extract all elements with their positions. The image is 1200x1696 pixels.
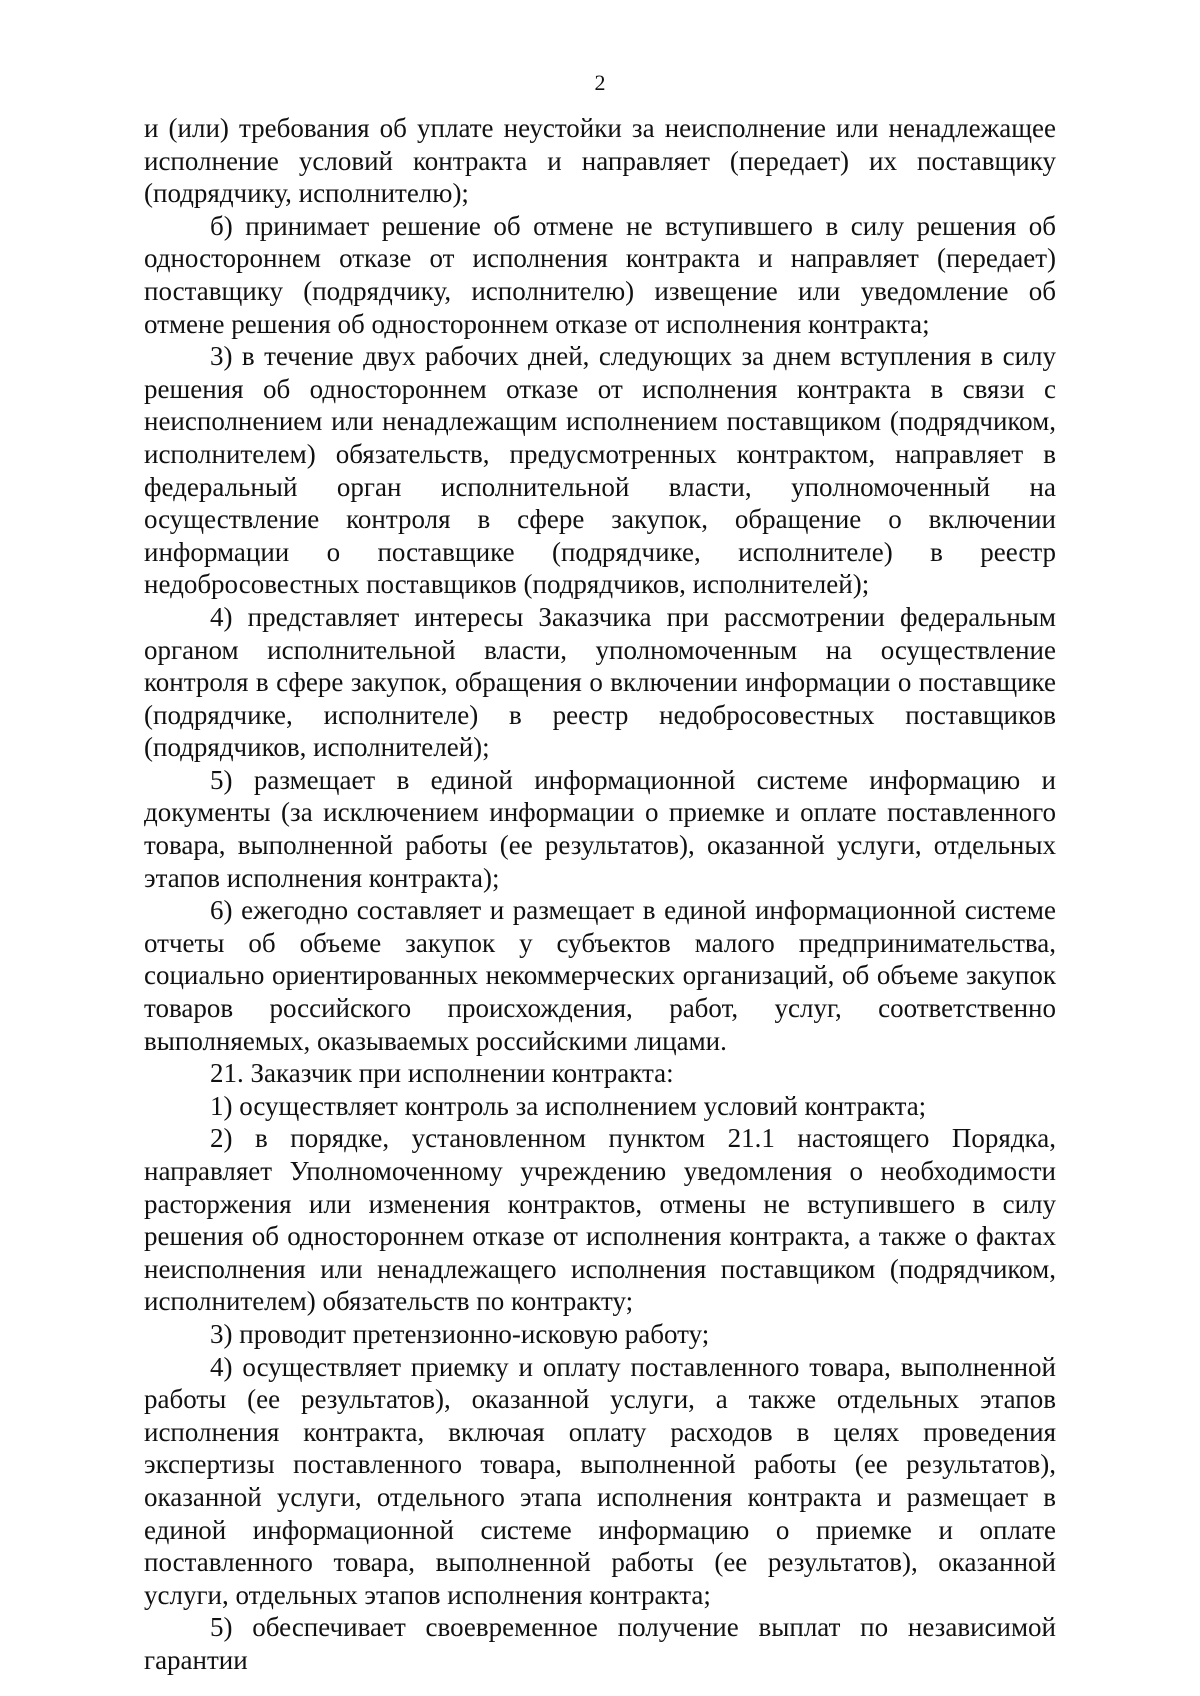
paragraph-item-5: 5) размещает в единой информационной системе информацию и документы (за исключением информации о приемке и оплате поставленного товара, выполненной работы (ее результатов), оказанной услуги, отдельных этапов исполнения контракта);: [144, 764, 1056, 893]
paragraph-item-3: 3) в течение двух рабочих дней, следующих за днем вступления в силу решения об одностороннем отказе от исполнения контракта в связи с неисполнением или ненадлежащим исполнением поставщиком (подрядчиком, исполнителем) обязательств, предусмотренных контрактом, направляет в федеральный орган исполнительной власти, уполномоченный на осуществление контроля в сфере закупок, обращение о включении информации о поставщике (подрядчике, исполнителе) в реестр недобросовестных поставщиков (подрядчиков, исполнителей);: [144, 341, 1056, 600]
paragraph-item-4: 4) представляет интересы Заказчика при рассмотрении федеральным органом исполнительной власти, уполномоченным на осуществление контроля в сфере закупок, обращения о включении информации о поставщике (подрядчике, исполнителе) в реестр недобросовестных поставщиков (подрядчиков, исполнителей);: [144, 601, 1056, 763]
paragraph-21-item-2: 2) в порядке, установленном пунктом 21.1 настоящего Порядка, направляет Уполномоченному учреждению уведомления о необходимости расторжения или изменения контрактов, отмены не вступившего в силу решения об одностороннем отказе от исполнения контракта, а также о фактах неисполнения или ненадлежащего исполнения поставщиком (подрядчиком, исполнителем) обязательств по контракту;: [144, 1123, 1056, 1317]
paragraph-21-item-5: 5) обеспечивает своевременное получение выплат по независимой гарантии: [144, 1612, 1056, 1675]
paragraph-21-item-3: 3) проводит претензионно-исковую работу;: [210, 1318, 710, 1349]
paragraph-21-item-4: 4) осуществляет приемку и оплату поставленного товара, выполненной работы (ее результатов), оказанной услуги, а также отдельных этапов исполнения контракта, включая оплату расходов в целях проведения экспертизы поставленного товара, выполненной работы (ее результатов), оказанной услуги, отдельного этапа исполнения контракта и размещает в единой информационной системе информацию о приемке и оплате поставленного товара, выполненной работы (ее результатов), оказанной услуги, отдельных этапов исполнения контракта;: [144, 1351, 1056, 1610]
paragraph-item-b: б) принимает решение об отмене не вступившего в силу решения об одностороннем отказе от исполнения контракта и направляет (передает) поставщику (подрядчику, исполнителю) извещение или уведомление об отмене решения об одностороннем отказе от исполнения контракта;: [144, 210, 1056, 339]
paragraph-21-item-1: 1) осуществляет контроль за исполнением условий контракта;: [210, 1090, 927, 1121]
paragraph-item-6: 6) ежегодно составляет и размещает в единой информационной системе отчеты об объеме закупок у субъектов малого предпринимательства, социально ориентированных некоммерческих организаций, об объеме закупок товаров российского происхождения, работ, услуг, соответственно выполняемых, оказываемых российскими лицами.: [144, 895, 1056, 1056]
page-number: 2: [594, 70, 606, 95]
document-body: [144, 112, 1056, 1677]
paragraph-continuation: и (или) требования об уплате неустойки за неисполнение или ненадлежащее исполнение условий контракта и направляет (передает) их поставщику (подрядчику, исполнителю);: [144, 113, 1056, 209]
section-21-heading: 21. Заказчик при исполнении контракта:: [210, 1058, 674, 1089]
